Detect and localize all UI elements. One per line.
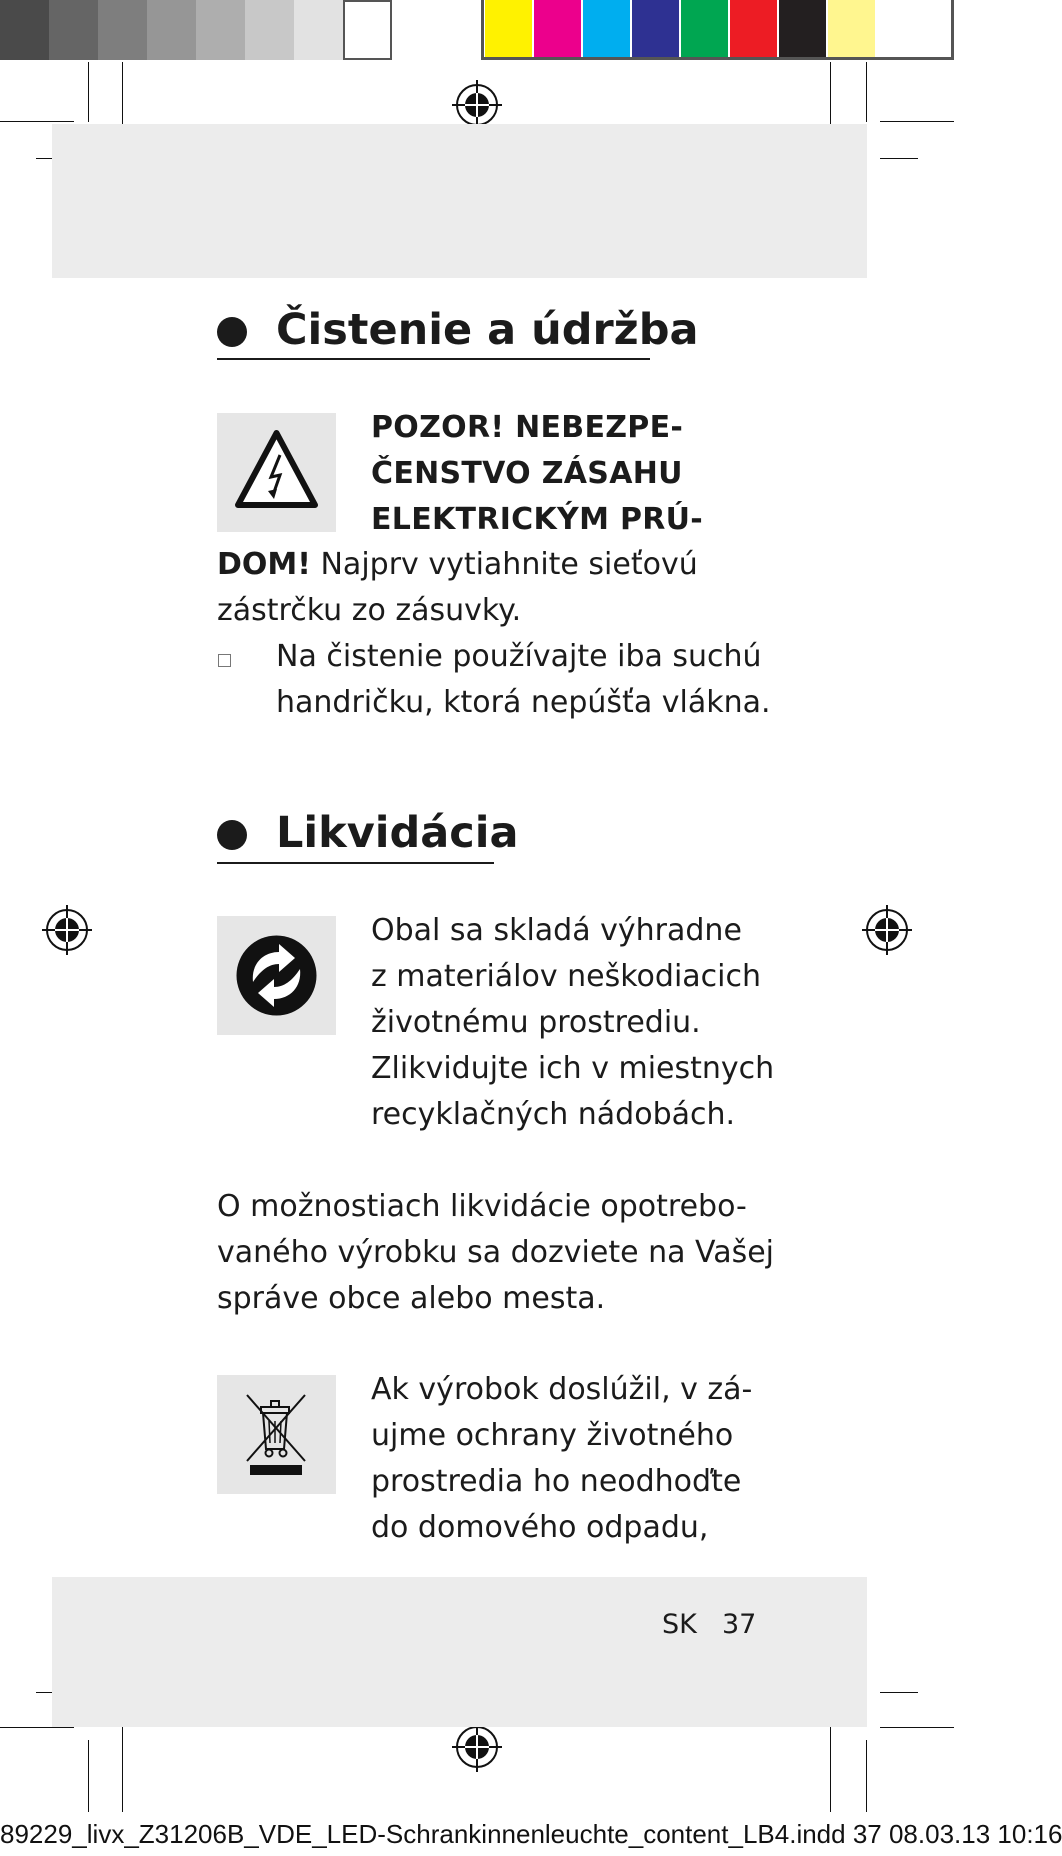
weee-line: prostredia ho neodhoďte <box>371 1464 742 1499</box>
disposal-title: Likvidácia <box>276 808 519 858</box>
crossed-out-wheelie-bin-icon <box>217 1375 336 1494</box>
list-bullet-square-icon <box>218 654 231 667</box>
section-bullet <box>217 317 247 347</box>
disposal-info-line: O možnostiach likvidácie opotrebo- <box>217 1189 747 1224</box>
registration-mark-bottom <box>452 1722 502 1772</box>
green-dot-recycling-icon <box>217 916 336 1035</box>
packaging-line: Zlikvidujte ich v miestnych <box>371 1051 775 1086</box>
weee-line: do domového odpadu, <box>371 1510 709 1545</box>
weee-line: ujme ochrany životného <box>371 1418 734 1453</box>
weee-icon-box <box>217 1375 336 1494</box>
gray-swatch <box>245 0 294 60</box>
section-bullet <box>217 820 247 850</box>
cleaning-bullet-line: Na čistenie používajte iba suchú <box>276 639 762 674</box>
warning-tail <box>217 542 698 588</box>
print-slug: 89229_livx_Z31206B_VDE_LED-Schrankinnenleuchte_content_LB4.indd 37 08.03.13 10:16 <box>0 1819 1062 1849</box>
process-color-frame <box>481 0 954 60</box>
disposal-info-line: správe obce alebo mesta. <box>217 1281 606 1316</box>
warning-line: POZOR! NEBEZPE- <box>371 410 684 445</box>
cleaning-title-underline <box>217 358 650 360</box>
page-language: SK <box>662 1609 697 1640</box>
disposal-info-line: vaného výrobku sa dozviete na Vašej <box>217 1235 775 1270</box>
gray-swatch <box>294 0 343 60</box>
weee-line: Ak výrobok doslúžil, v zá- <box>371 1372 753 1407</box>
green-dot-icon-box <box>217 916 336 1035</box>
unplug-instruction: zástrčku zo zásuvky. <box>217 593 522 628</box>
gray-swatch <box>343 0 392 60</box>
electric-shock-warning-icon <box>217 413 336 532</box>
warning-line: ELEKTRICKÝM PRÚ- <box>371 502 704 537</box>
warning-tail-bold: DOM! <box>217 547 311 582</box>
registration-mark-left <box>42 905 92 955</box>
warning-icon-box <box>217 413 336 532</box>
cleaning-bullet-line: handričku, ktorá nepúšťa vlákna. <box>276 685 771 720</box>
registration-mark-top <box>452 80 502 130</box>
gray-swatch <box>98 0 147 60</box>
cleaning-title: Čistenie a údržba <box>276 305 699 355</box>
packaging-line: z materiálov neškodiacich <box>371 959 761 994</box>
page-number: 37 <box>722 1609 757 1640</box>
registration-mark-right <box>862 905 912 955</box>
gray-swatch <box>0 0 49 60</box>
packaging-line: recyklačných nádobách. <box>371 1097 736 1132</box>
warning-tail-text: Najprv vytiahnite sieťovú <box>310 547 698 582</box>
footer-band <box>52 1577 867 1727</box>
disposal-title-underline <box>217 862 494 864</box>
gray-swatch <box>196 0 245 60</box>
gray-swatch <box>147 0 196 60</box>
packaging-line: Obal sa skladá výhradne <box>371 913 742 948</box>
warning-line: ČENSTVO ZÁSAHU <box>371 456 683 491</box>
packaging-line: životnému prostrediu. <box>371 1005 701 1040</box>
gray-swatch <box>49 0 98 60</box>
header-band <box>52 124 867 278</box>
